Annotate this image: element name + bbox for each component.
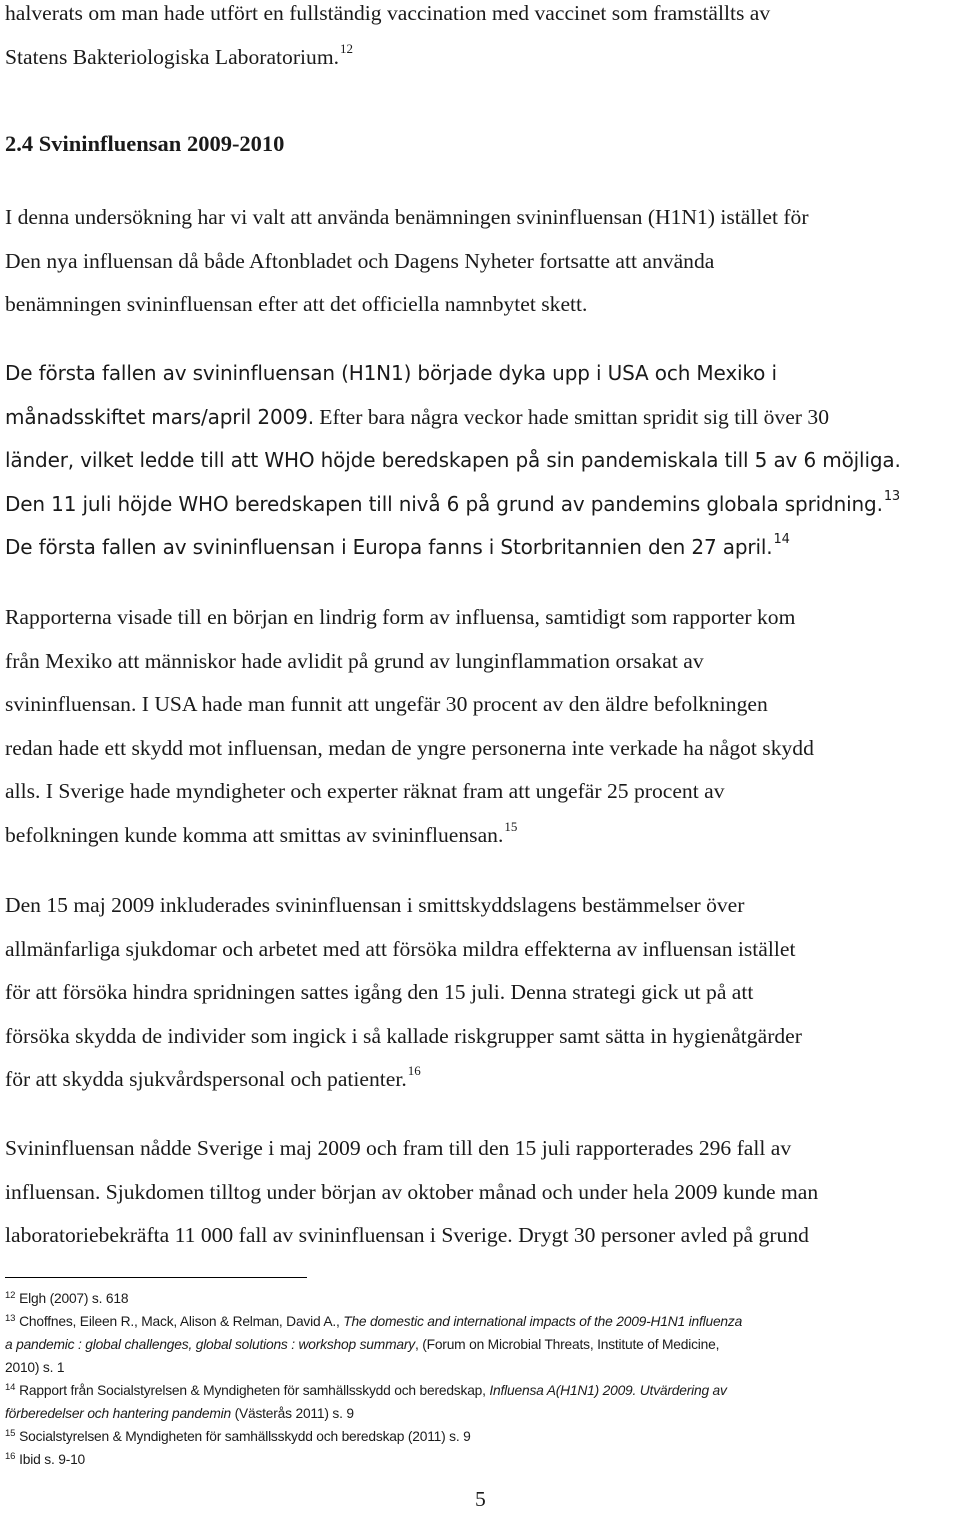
text-line: alls. I Sverige hade myndigheter och experter räknat fram att ungefär 25 procent av bbox=[5, 779, 725, 804]
footnote-text: Choffnes, Eileen R., Mack, Alison & Relman, David A., bbox=[19, 1314, 344, 1329]
text-line bbox=[5, 814, 814, 858]
text-span: Efter bara några veckor hade smittan spridit sig till över 30 bbox=[313, 404, 829, 429]
footnote-14-cont bbox=[5, 1402, 742, 1425]
footnote-15 bbox=[5, 1425, 742, 1448]
footnote-ref: 16 bbox=[407, 1063, 421, 1079]
text-line: benämningen svininfluensan efter att det officiella namnbytet skett. bbox=[5, 292, 588, 316]
footnote-16 bbox=[5, 1448, 742, 1471]
text-line: halverats om man hade utfört en fullständig vaccination med vaccinet som framställts av bbox=[5, 1, 771, 25]
text-line bbox=[5, 526, 901, 570]
footnote-number: 16 bbox=[5, 1451, 16, 1462]
footnotes bbox=[5, 1287, 742, 1471]
page-number: 5 bbox=[475, 1487, 486, 1511]
footnote-text: Ibid s. 9-10 bbox=[19, 1452, 86, 1467]
text-span: befolkningen kunde komma att smittas av svininfluensan. bbox=[5, 822, 504, 847]
paragraph-vaccination bbox=[5, 0, 770, 79]
text-line: redan hade ett skydd mot influensan, medan de yngre personerna inte verkade ha något skydd bbox=[5, 735, 814, 760]
text-line: Rapporterna visade till en början en lindrig form av influensa, samtidigt som rapporter kom bbox=[5, 605, 796, 629]
paragraph-reports bbox=[5, 596, 814, 858]
text-line: länder, vilket ledde till att WHO höjde beredskapen på sin pandemiskala till 5 av 6 möjliga. bbox=[5, 448, 901, 473]
footnote-text: Elgh (2007) s. 618 bbox=[19, 1291, 129, 1306]
document-page bbox=[5, 0, 960, 1515]
footnote-13 bbox=[5, 1310, 742, 1333]
text-line bbox=[5, 1058, 802, 1102]
footnote-text: , (Forum on Microbial Threats, Institute of Medicine, bbox=[414, 1337, 720, 1352]
text-line: laboratoriebekräfta 11 000 fall av svininfluensan i Sverige. Drygt 30 personer avled på grund bbox=[5, 1223, 809, 1248]
footnote-ref: 13 bbox=[883, 488, 901, 504]
text-line bbox=[5, 396, 901, 440]
text-line: Den 15 maj 2009 inkluderades svininfluensan i smittskyddslagens bestämmelser över bbox=[5, 893, 745, 917]
text-span: Statens Bakteriologiska Laboratorium. bbox=[5, 44, 340, 69]
text-line: Den nya influensan då både Aftonbladet och Dagens Nyheter fortsatte att använda bbox=[5, 248, 715, 273]
text-line: influensan. Sjukdomen tilltog under början av oktober månad och under hela 2009 kunde man bbox=[5, 1179, 819, 1204]
paragraph-sweden bbox=[5, 1127, 818, 1258]
footnote-ref: 12 bbox=[340, 40, 354, 56]
footnote-number: 13 bbox=[5, 1313, 16, 1324]
text-line: De första fallen av svininfluensan (H1N1) började dyka upp i USA och Mexiko i bbox=[5, 361, 777, 385]
footnote-title: a pandemic : global challenges, global solutions : workshop summary bbox=[5, 1337, 415, 1352]
text-line: allmänfarliga sjukdomar och arbetet med att försöka mildra effekterna av influensan istället bbox=[5, 936, 796, 961]
paragraph-spread bbox=[5, 352, 901, 570]
paragraph-law bbox=[5, 884, 802, 1102]
text-line: för att försöka hindra spridningen sattes igång den 15 juli. Denna strategi gick ut på att bbox=[5, 980, 754, 1005]
footnote-title: förberedelser och hantering pandemin bbox=[5, 1406, 231, 1421]
text-line: försöka skydda de individer som ingick i så kallade riskgrupper samt sätta in hygienåtgärder bbox=[5, 1023, 802, 1048]
footnote-text: Rapport från Socialstyrelsen & Myndigheten för samhällsskydd och beredskap, bbox=[19, 1383, 490, 1398]
footnote-12 bbox=[5, 1287, 742, 1310]
footnote-number: 15 bbox=[5, 1428, 16, 1439]
footnote-ref: 15 bbox=[504, 818, 518, 834]
footnote-13-cont bbox=[5, 1333, 742, 1356]
footnote-number: 12 bbox=[5, 1290, 16, 1301]
footnote-text: Socialstyrelsen & Myndigheten för samhällsskydd och beredskap (2011) s. 9 bbox=[19, 1429, 471, 1444]
text-line: I denna undersökning har vi valt att använda benämningen svininfluensan (H1N1) istället för bbox=[5, 205, 809, 229]
text-span: månadsskiftet mars/april 2009. bbox=[5, 404, 314, 429]
text-line: från Mexiko att människor hade avlidit på grund av lunginflammation orsakat av bbox=[5, 648, 704, 673]
section-heading: 2.4 Svininfluensan 2009-2010 bbox=[5, 131, 285, 156]
footnote-13-cont bbox=[5, 1356, 742, 1379]
footnote-title: Influensa A(H1N1) 2009. Utvärdering av bbox=[489, 1383, 727, 1398]
footnote-number: 14 bbox=[5, 1382, 16, 1393]
text-line: Svininfluensan nådde Sverige i maj 2009 och fram till den 15 juli rapporterades 296 fall av bbox=[5, 1136, 792, 1160]
text-span: Den 11 juli höjde WHO beredskapen till nivå 6 på grund av pandemins globala spridning. bbox=[5, 491, 883, 516]
paragraph-naming bbox=[5, 196, 809, 327]
footnote-14 bbox=[5, 1379, 742, 1402]
footnote-title: The domestic and international impacts of the 2009-H1N1 influenza bbox=[343, 1314, 743, 1329]
text-span: för att skydda sjukvårdspersonal och patienter. bbox=[5, 1067, 407, 1092]
text-line bbox=[5, 483, 901, 527]
footnote-ref: 14 bbox=[773, 532, 790, 548]
text-span: De första fallen av svininfluensan i Europa fanns i Storbritannien den 27 april. bbox=[5, 535, 773, 560]
text-line: svininfluensan. I USA hade man funnit att ungefär 30 procent av den äldre befolkningen bbox=[5, 692, 768, 717]
text-line bbox=[5, 36, 770, 80]
footnote-text: (Västerås 2011) s. 9 bbox=[230, 1406, 354, 1421]
footnote-text: 2010) s. 1 bbox=[5, 1360, 65, 1375]
footnote-separator bbox=[5, 1277, 307, 1278]
